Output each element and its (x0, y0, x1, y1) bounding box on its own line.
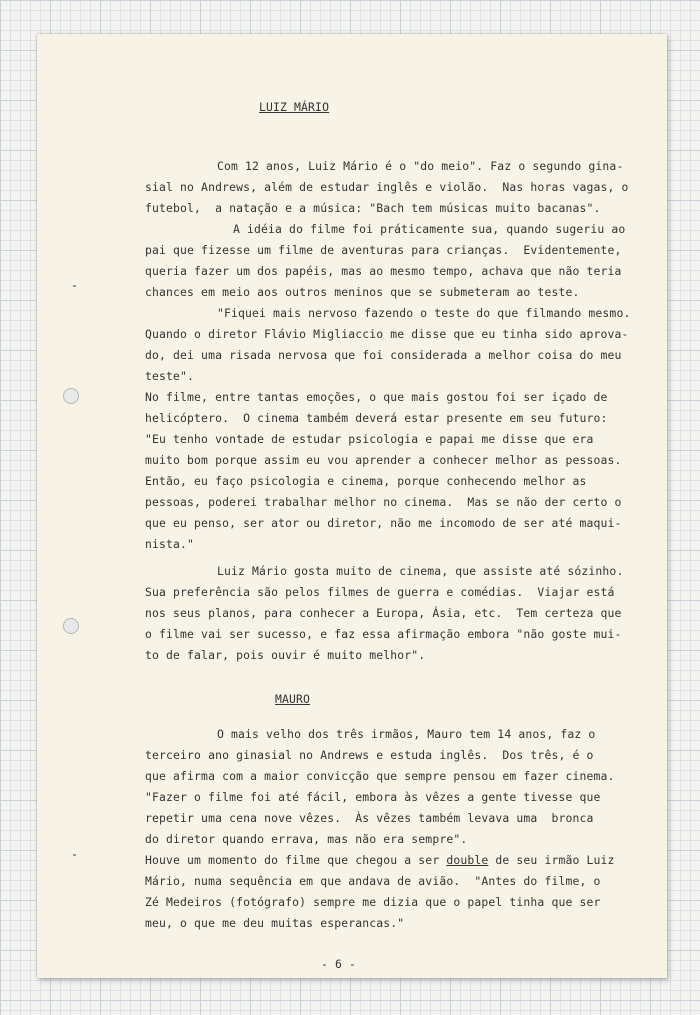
text-line: meu, o que me deu muitas esperancas." (145, 916, 405, 930)
margin-mark (73, 285, 76, 287)
text-line: futebol, a natação e a música: "Bach tem músicas muito bacanas". (145, 201, 601, 215)
text-line: No filme, entre tantas emoções, o que mais gostou foi ser içado de (145, 390, 608, 404)
text-line: O mais velho dos três irmãos, Mauro tem 14 anos, faz o (217, 727, 596, 741)
text-line (145, 853, 615, 867)
text-line: o filme vai ser sucesso, e faz essa afirmação embora "não goste mui- (145, 627, 622, 641)
text-line: A idéia do filme foi práticamente sua, quando sugeriu ao (233, 222, 626, 236)
text-line: Com 12 anos, Luiz Mário é o "do meio". Faz o segundo gina- (217, 159, 624, 173)
text-line: "Fazer o filme foi até fácil, embora às vêzes a gente tivesse que (145, 790, 601, 804)
text-line: helicóptero. O cinema também deverá estar presente em seu futuro: (145, 411, 608, 425)
text-line: teste". (145, 369, 195, 383)
text-line: do, dei uma risada nervosa que foi considerada a melhor coisa do meu (145, 348, 622, 362)
text-line: terceiro ano ginasial no Andrews e estuda inglês. Dos três, é o (145, 748, 594, 762)
text-line: nista." (145, 537, 195, 551)
text-line: Quando o diretor Flávio Migliaccio me disse que eu tinha sido aprova- (145, 327, 629, 341)
margin-mark (73, 854, 76, 856)
text-line: Luiz Mário gosta muito de cinema, que assiste até sózinho. (217, 564, 624, 578)
text-line: pessoas, poderei trabalhar melhor no cinema. Mas se não der certo o (145, 495, 622, 509)
punch-hole-top (63, 388, 79, 404)
text-line: do diretor quando errava, mas não era sempre". (145, 832, 468, 846)
text-line: que eu penso, ser ator ou diretor, não me incomodo de ser até maqui- (145, 516, 622, 530)
text-line: Mário, numa sequência em que andava de avião. "Antes do filme, o (145, 874, 601, 888)
text-line: muito bom porque assim eu vou aprender a conhecer melhor as pessoas. (145, 453, 622, 467)
document-page (37, 34, 667, 978)
page-number: - 6 - (321, 957, 357, 971)
text-line: "Eu tenho vontade de estudar psicologia e papai me disse que era (145, 432, 594, 446)
section-heading-luiz-mario: LUIZ MÁRIO (259, 100, 330, 114)
text-line: que afirma com a maior convicção que sempre pensou em fazer cinema. (145, 769, 615, 783)
text-line: repetir uma cena nove vêzes. Às vêzes também levava uma bronca (145, 811, 594, 825)
text-line: Zé Medeiros (fotógrafo) sempre me dizia que o papel tinha que ser (145, 895, 601, 909)
text-line: to de falar, pois ouvir é muito melhor". (145, 648, 426, 662)
text-line: pai que fizesse um filme de aventuras para crianças. Evidentemente, (145, 243, 622, 257)
text-line: Sua preferência são pelos filmes de guerra e comédias. Viajar está (145, 585, 615, 599)
emphasized-word: double (446, 853, 489, 867)
text-line: sial no Andrews, além de estudar inglês e violão. Nas horas vagas, o (145, 180, 629, 194)
text-span: de seu irmão Luiz (488, 853, 615, 867)
text-line: Então, eu faço psicologia e cinema, porque conhecendo melhor as (145, 474, 587, 488)
text-line: chances em meio aos outros meninos que se submeteram ao teste. (145, 285, 580, 299)
punch-hole-bottom (63, 618, 79, 634)
section-heading-mauro: MAURO (275, 692, 311, 706)
text-line: nos seus planos, para conhecer a Europa, Ásia, etc. Tem certeza que (145, 606, 622, 620)
text-span: Houve um momento do filme que chegou a ser (145, 853, 447, 867)
text-line: queria fazer um dos papéis, mas ao mesmo tempo, achava que não teria (145, 264, 622, 278)
text-line: "Fiquei mais nervoso fazendo o teste do que filmando mesmo. (217, 306, 631, 320)
